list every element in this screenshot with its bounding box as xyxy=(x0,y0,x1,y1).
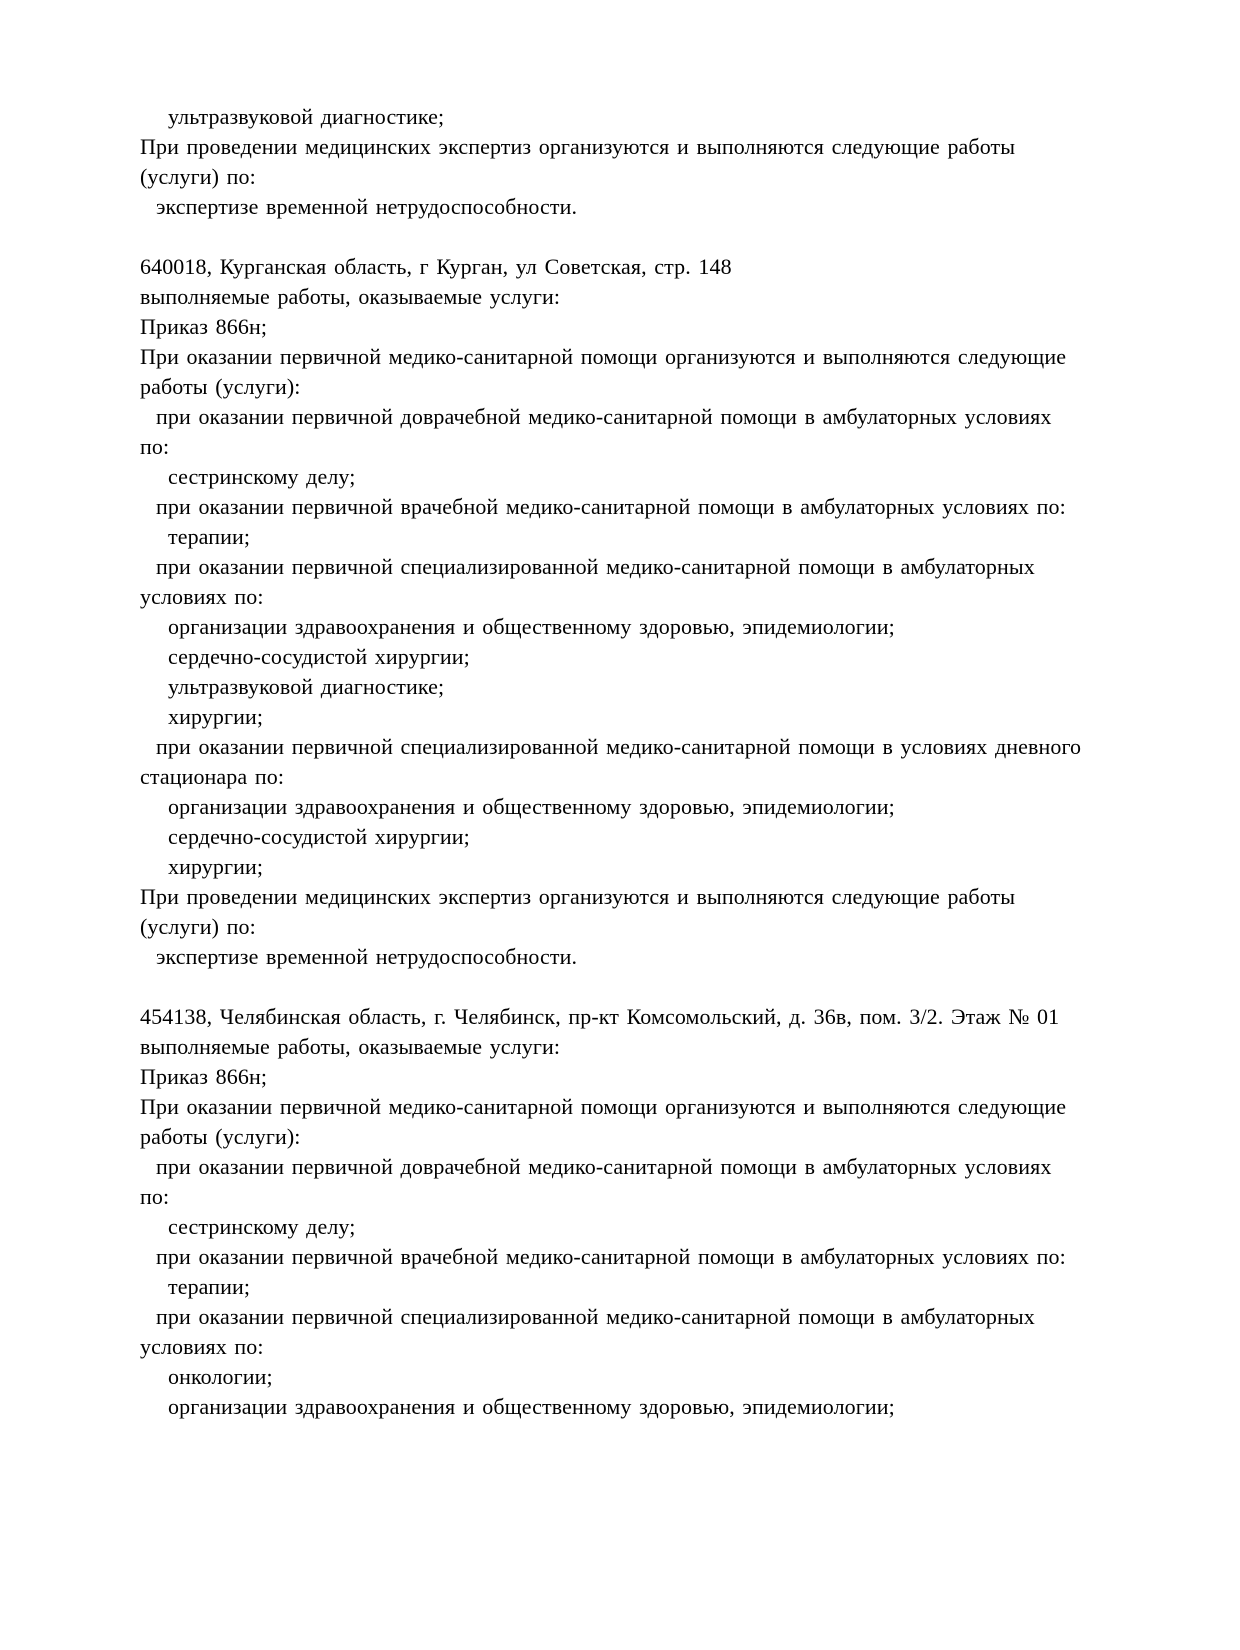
text-line: При оказании первичной медико-санитарной помощи организуются и выполняются следующие xyxy=(140,344,1067,369)
text-line: организации здравоохранения и общественному здоровью, эпидемиологии; xyxy=(168,794,895,819)
text-line: при оказании первичной специализированной медико-санитарной помощи в амбулаторных xyxy=(156,554,1035,579)
text-line: при оказании первичной врачебной медико-санитарной помощи в амбулаторных условиях по: xyxy=(156,1244,1066,1269)
text-line: организации здравоохранения и общественному здоровью, эпидемиологии; xyxy=(168,1394,895,1419)
text-line: выполняемые работы, оказываемые услуги: xyxy=(140,284,561,309)
text-line: (услуги) по: xyxy=(140,914,256,939)
text-line: при оказании первичной доврачебной медико-санитарной помощи в амбулаторных условиях xyxy=(156,404,1052,429)
text-line: при оказании первичной врачебной медико-санитарной помощи в амбулаторных условиях по: xyxy=(156,494,1066,519)
text-line: стационара по: xyxy=(140,764,285,789)
blank-line xyxy=(140,222,1170,252)
text-line: по: xyxy=(140,434,170,459)
text-line: хирургии; xyxy=(168,854,264,879)
text-line: При проведении медицинских экспертиз организуются и выполняются следующие работы xyxy=(140,134,1016,159)
text-line: Приказ 866н; xyxy=(140,1064,268,1089)
text-line: работы (услуги): xyxy=(140,374,301,399)
text-line: сестринскому делу; xyxy=(168,1214,356,1239)
license-text-block xyxy=(140,102,1170,1422)
text-line: при оказании первичной специализированной медико-санитарной помощи в амбулаторных xyxy=(156,1304,1035,1329)
text-line: При оказании первичной медико-санитарной помощи организуются и выполняются следующие xyxy=(140,1094,1067,1119)
text-line: сердечно-сосудистой хирургии; xyxy=(168,644,470,669)
text-line: хирургии; xyxy=(168,704,264,729)
text-line: при оказании первичной доврачебной медико-санитарной помощи в амбулаторных условиях xyxy=(156,1154,1052,1179)
text-line: (услуги) по: xyxy=(140,164,256,189)
text-line: онкологии; xyxy=(168,1364,273,1389)
text-line: работы (услуги): xyxy=(140,1124,301,1149)
text-line: организации здравоохранения и общественному здоровью, эпидемиологии; xyxy=(168,614,895,639)
text-line: сердечно-сосудистой хирургии; xyxy=(168,824,470,849)
text-line: терапии; xyxy=(168,1274,251,1299)
text-line: условиях по: xyxy=(140,584,264,609)
text-line: сестринскому делу; xyxy=(168,464,356,489)
text-line: при оказании первичной специализированной медико-санитарной помощи в условиях дневного xyxy=(156,734,1082,759)
text-line: выполняемые работы, оказываемые услуги: xyxy=(140,1034,561,1059)
text-line: ультразвуковой диагностике; xyxy=(168,674,445,699)
address-line: 640018, Курганская область, г Курган, ул Советская, стр. 148 xyxy=(140,254,732,279)
text-line: экспертизе временной нетрудоспособности. xyxy=(156,194,578,219)
text-line: терапии; xyxy=(168,524,251,549)
text-line: При проведении медицинских экспертиз организуются и выполняются следующие работы xyxy=(140,884,1016,909)
blank-line xyxy=(140,972,1170,1002)
text-line: условиях по: xyxy=(140,1334,264,1359)
text-line: ультразвуковой диагностике; xyxy=(168,104,445,129)
text-line: по: xyxy=(140,1184,170,1209)
address-line: 454138, Челябинская область, г. Челябинск, пр-кт Комсомольский, д. 36в, пом. 3/2. Этаж № 01 xyxy=(140,1004,1060,1029)
text-line: экспертизе временной нетрудоспособности. xyxy=(156,944,578,969)
text-line: Приказ 866н; xyxy=(140,314,268,339)
